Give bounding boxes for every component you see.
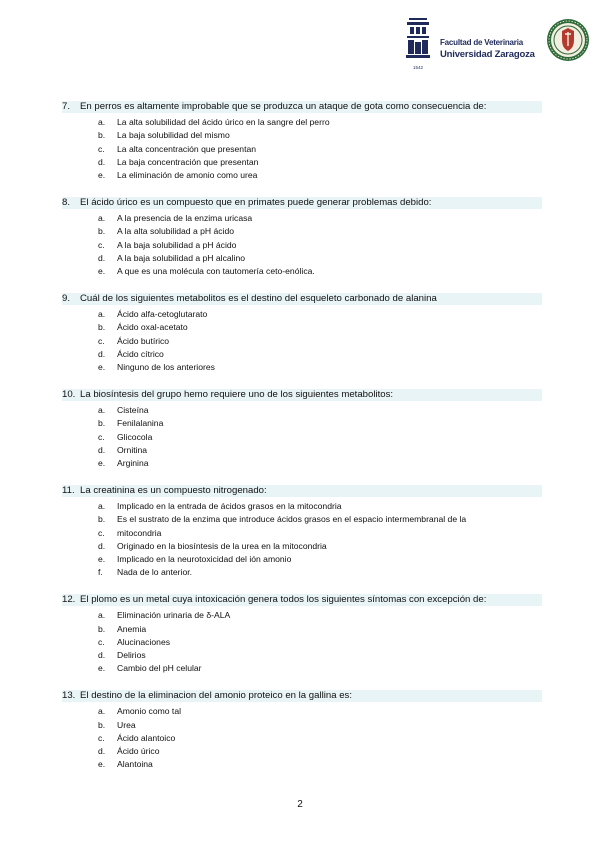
option-letter: c. [98, 239, 105, 250]
question-line [62, 690, 542, 702]
question-line [62, 293, 542, 305]
answer-option [98, 444, 542, 457]
answer-option [98, 348, 542, 361]
question-text: La biosíntesis del grupo hemo requiere uno de los siguientes metabolitos: [80, 388, 394, 400]
option-letter: e. [98, 663, 106, 674]
option-list [98, 116, 542, 182]
question-block [62, 389, 542, 470]
option-letter: e. [98, 458, 106, 469]
answer-option [98, 308, 542, 321]
option-text: La baja solubilidad del mismo [117, 130, 230, 141]
option-text: Cisteína [117, 404, 149, 415]
option-letter: e. [98, 554, 106, 565]
answer-option [98, 169, 542, 182]
question-block [62, 197, 542, 278]
option-letter: a. [98, 610, 106, 621]
option-text: Ácido cítrico [117, 348, 164, 359]
option-letter: c. [98, 732, 105, 743]
answer-option [98, 457, 542, 470]
faculty-name: Facultad de Veterinaria [440, 38, 523, 47]
option-text: A la presencia de la enzima uricasa [117, 212, 253, 223]
answer-option [98, 745, 542, 758]
option-text: Eliminación urinaria de δ-ALA [117, 610, 231, 621]
answer-option [98, 527, 542, 540]
page-number: 2 [297, 799, 303, 810]
option-letter: a. [98, 117, 106, 127]
option-text: Ácido alfa-cetoglutarato [117, 308, 208, 319]
answer-option [98, 609, 542, 622]
option-text: Anemia [117, 623, 147, 634]
question-line [62, 485, 542, 497]
answer-option [98, 404, 542, 417]
question-line [62, 389, 542, 401]
answer-option [98, 129, 542, 142]
answer-option [98, 623, 542, 636]
option-letter: a. [98, 212, 106, 223]
answer-option [98, 239, 542, 252]
answer-option [98, 116, 542, 129]
option-letter: d. [98, 650, 106, 661]
option-letter: c. [98, 636, 105, 647]
option-text: Ácido úrico [117, 746, 160, 757]
answer-option [98, 719, 542, 732]
university-logo-icon [404, 16, 432, 72]
option-text: Alucinaciones [117, 636, 171, 647]
question-text: El plomo es un metal cuya intoxicación genera todos los siguientes síntomas con excepción de: [80, 594, 487, 606]
option-letter: b. [98, 719, 106, 730]
answer-option [98, 636, 542, 649]
option-text: Nada de lo anterior. [117, 567, 193, 578]
question-number: 8. [62, 196, 71, 208]
logo-year: 1542 [412, 65, 424, 70]
option-letter: d. [98, 348, 106, 359]
question-text: En perros es altamente improbable que se produzca un ataque de gota como consecuencia de: [80, 101, 487, 112]
option-text: mitocondria [117, 527, 162, 538]
option-letter: e. [98, 170, 106, 181]
option-letter: f. [98, 567, 103, 578]
answer-option [98, 566, 542, 579]
option-list [98, 609, 542, 675]
question-block [62, 594, 542, 675]
question-text: El destino de la eliminacion del amonio proteico en la gallina es: [80, 690, 352, 702]
answer-option [98, 252, 542, 265]
option-letter: c. [98, 335, 105, 346]
option-text: Alantoina [117, 759, 153, 770]
answer-option [98, 540, 542, 553]
option-letter: b. [98, 418, 106, 429]
answer-option [98, 649, 542, 662]
answer-option [98, 335, 542, 348]
option-letter: e. [98, 759, 106, 770]
option-text: A la baja solubilidad a pH ácido [117, 239, 237, 250]
option-letter: b. [98, 623, 106, 634]
option-text: Fenilalanina [117, 418, 164, 429]
option-text: La alta concentración que presentan [117, 143, 257, 154]
question-number: 10. [62, 388, 76, 400]
veterinary-seal-icon [546, 18, 590, 62]
option-text: Ninguno de los anteriores [117, 362, 215, 373]
answer-option [98, 321, 542, 334]
option-letter: a. [98, 308, 106, 319]
question-number: 9. [62, 292, 71, 304]
option-text: A la baja solubilidad a pH alcalino [117, 252, 246, 263]
option-text: La baja concentración que presentan [117, 156, 259, 167]
option-text: Ácido butírico [117, 335, 170, 346]
option-letter: d. [98, 444, 106, 455]
university-name: Universidad Zaragoza [440, 49, 535, 60]
answer-option [98, 417, 542, 430]
option-letter: b. [98, 514, 106, 525]
option-text: Ácido oxal-acetato [117, 322, 188, 333]
option-letter: c. [98, 527, 105, 538]
option-letter: b. [98, 322, 106, 333]
question-line [62, 101, 542, 113]
option-letter: d. [98, 746, 106, 757]
option-letter: a. [98, 500, 106, 511]
option-letter: a. [98, 706, 106, 717]
answer-option [98, 732, 542, 745]
answer-option [98, 143, 542, 156]
question-block [62, 101, 542, 182]
option-text: A la alta solubilidad a pH ácido [117, 226, 235, 237]
option-text: Urea [117, 719, 136, 730]
option-text: Arginina [117, 458, 149, 469]
question-line [62, 594, 542, 606]
question-number: 12. [62, 594, 76, 606]
question-text: Cuál de los siguientes metabolitos es el destino del esqueleto carbonado de alanina [80, 292, 437, 304]
question-list [62, 101, 542, 786]
question-line [62, 197, 542, 209]
answer-option [98, 431, 542, 444]
answer-option [98, 758, 542, 771]
option-text: Es el sustrato de la enzima que introduce ácidos grasos en el espacio intermembranal de la [117, 514, 467, 525]
option-letter: e. [98, 266, 106, 277]
option-text: Glicocola [117, 431, 153, 442]
answer-option [98, 705, 542, 718]
option-list [98, 705, 542, 771]
option-text: Ácido alantoico [117, 732, 176, 743]
option-letter: c. [98, 431, 105, 442]
option-letter: b. [98, 130, 106, 141]
option-list [98, 212, 542, 278]
option-text: A que es una molécula con tautomería ceto-enólica. [117, 266, 315, 277]
answer-option [98, 212, 542, 225]
question-text: La creatinina es un compuesto nitrogenado: [80, 484, 267, 496]
option-list [98, 500, 542, 580]
question-number: 11. [62, 484, 75, 496]
option-text: La alta solubilidad del ácido úrico en la sangre del perro [117, 117, 330, 127]
answer-option [98, 225, 542, 238]
question-block [62, 690, 542, 771]
option-letter: e. [98, 362, 106, 373]
question-block [62, 485, 542, 580]
answer-option [98, 156, 542, 169]
option-text: Implicado en la neurotoxicidad del ión amonio [117, 554, 292, 565]
option-text: Amonio como tal [117, 706, 182, 717]
question-number: 13. [62, 690, 76, 702]
option-letter: d. [98, 156, 106, 167]
option-text: Delirios [117, 650, 146, 661]
page-header [400, 14, 590, 74]
option-letter: b. [98, 226, 106, 237]
answer-option [98, 553, 542, 566]
option-text: Ornitina [117, 444, 148, 455]
option-letter: a. [98, 404, 106, 415]
answer-option [98, 361, 542, 374]
option-text: Cambio del pH celular [117, 663, 202, 674]
option-text: La eliminación de amonio como urea [117, 170, 258, 181]
answer-option [98, 265, 542, 278]
option-text: Originado en la biosíntesis de la urea en la mitocondria [117, 540, 327, 551]
question-text: El ácido úrico es un compuesto que en primates puede generar problemas debido: [80, 196, 432, 208]
option-text: Implicado en la entrada de ácidos grasos en la mitocondria [117, 500, 342, 511]
answer-option [98, 513, 542, 526]
option-list [98, 404, 542, 470]
question-number: 7. [62, 101, 71, 112]
option-list [98, 308, 542, 374]
answer-option [98, 500, 542, 513]
option-letter: d. [98, 540, 106, 551]
answer-option [98, 662, 542, 675]
question-block [62, 293, 542, 374]
option-letter: c. [98, 143, 105, 154]
option-letter: d. [98, 252, 106, 263]
